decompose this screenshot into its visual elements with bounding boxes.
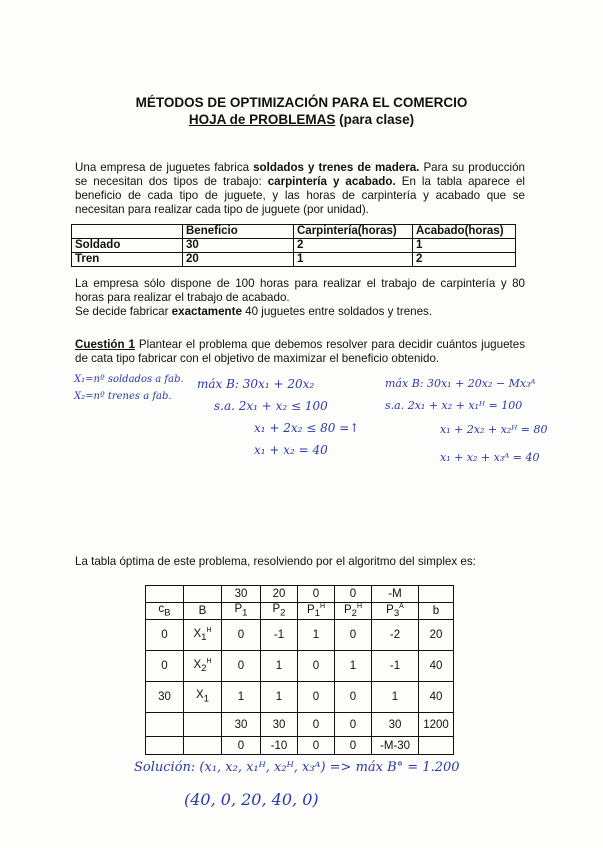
table-cell: 1 xyxy=(372,682,419,713)
table-cell: 2 xyxy=(294,239,413,253)
zj-row xyxy=(146,713,454,737)
table-cell: 0 xyxy=(222,651,261,682)
table-cell: 1 xyxy=(413,239,516,253)
intro-bold-1: soldados y trenes de madera. xyxy=(253,161,420,174)
col-header-letter: P xyxy=(386,603,394,616)
title-line-1: MÉTODOS DE OPTIMIZACIÓN PARA EL COMERCIO xyxy=(135,95,468,110)
hw-var-1: X₁=nº soldados a fab. xyxy=(74,374,184,385)
table-cell: 0 xyxy=(146,620,184,651)
col-header-sub: 1 xyxy=(314,608,320,620)
simplex-intro: La tabla óptima de este problema, resolviendo por el algoritmo del simplex es: xyxy=(75,555,476,568)
table-cell: 0 xyxy=(298,713,335,737)
hw-std-c2: x₁ + 2x₂ + x₂ᴴ = 80 xyxy=(440,423,548,436)
table-cell: 0 xyxy=(335,737,372,755)
table-header-cell: Beneficio xyxy=(183,225,294,239)
hw-var-2: X₂=nº trenes a fab. xyxy=(74,391,172,402)
table-cell xyxy=(419,586,454,603)
table-cell: 1 xyxy=(222,682,261,713)
table-cell xyxy=(184,682,222,713)
exact-text-2: 40 juguetes entre soldados y trenes. xyxy=(241,305,433,318)
table-header-cell: Carpintería(horas) xyxy=(294,225,413,239)
table-cell: 30 xyxy=(183,239,294,253)
table-cell: 30 xyxy=(222,586,261,603)
exact-text-1: Se decide fabricar xyxy=(75,305,172,318)
col-header-letter: P xyxy=(234,603,243,616)
exact-paragraph xyxy=(75,305,525,319)
header-row xyxy=(146,603,454,620)
col-header xyxy=(335,603,372,620)
table-header-cell xyxy=(72,225,183,239)
table-cell: 0 xyxy=(222,737,261,755)
table-cell: 30 xyxy=(261,713,298,737)
question-paragraph xyxy=(75,338,525,366)
table-cell: 2 xyxy=(413,253,516,267)
base-var-sub: 1 xyxy=(201,632,207,644)
table-cell: Soldado xyxy=(72,239,183,253)
table-header-row xyxy=(72,225,516,239)
hw-model-obj: máx B: 30x₁ + 20x₂ xyxy=(197,377,315,391)
table-cell: Tren xyxy=(72,253,183,267)
base-var-sup: H xyxy=(206,658,212,666)
table-cell: 0 xyxy=(298,682,335,713)
cj-row xyxy=(146,586,454,603)
table-row xyxy=(146,620,454,651)
col-header xyxy=(261,603,298,620)
col-header-letter: P xyxy=(343,603,352,616)
table-cell: 0 xyxy=(298,737,335,755)
hw-model-c2: x₁ + 2x₂ ≤ 80 =↑ xyxy=(254,421,360,435)
col-header-letter: P xyxy=(272,603,281,616)
table-cell: 1 xyxy=(335,651,372,682)
table-row xyxy=(146,682,454,713)
hw-model-c3: x₁ + x₂ = 40 xyxy=(254,443,328,457)
simplex-table xyxy=(145,585,454,755)
base-var-sub: 2 xyxy=(201,663,207,675)
table-cell: 0 xyxy=(146,651,184,682)
intro-text-3: En la tabla aparece el beneficio de cada tipo de juguete, y las horas de carpintería y acabado que se necesitan para realizar cada tipo de juguete (por unidad). xyxy=(75,175,526,216)
hw-solution: Solución: (x₁, x₂, x₁ᴴ, x₂ᴴ, x₃ᴬ) => máx B° = 1.200 xyxy=(134,760,460,775)
col-header-sub: 1 xyxy=(242,607,248,619)
hw-std-c3: x₁ + x₂ + x₃ᴬ = 40 xyxy=(440,451,540,464)
table-cell xyxy=(146,713,184,737)
title-line-2 xyxy=(0,112,603,127)
hw-model-c1: s.a. 2x₁ + x₂ ≤ 100 xyxy=(214,399,328,413)
table-cell: 1 xyxy=(261,651,298,682)
col-header-sup: A xyxy=(399,603,404,610)
table-cell xyxy=(146,737,184,755)
table-row xyxy=(146,651,454,682)
hw-std-c1: s.a. 2x₁ + x₂ + x₁ᴴ = 100 xyxy=(385,399,523,412)
col-header-sub: 2 xyxy=(280,607,286,619)
table-header-cell: Acabado(horas) xyxy=(413,225,516,239)
title-underlined: HOJA de PROBLEMAS xyxy=(188,112,336,127)
table-cell xyxy=(419,737,454,755)
table-cell xyxy=(184,620,222,651)
col-header-sub: 3 xyxy=(393,608,400,620)
table-cell xyxy=(184,737,222,755)
rhs-header: b xyxy=(419,603,454,620)
table-cell: -1 xyxy=(261,620,298,651)
table-cell: 1 xyxy=(261,682,298,713)
table-cell: -M-30 xyxy=(372,737,419,755)
base-var: X xyxy=(196,689,204,702)
table-cell: 0 xyxy=(222,620,261,651)
table-cell: 0 xyxy=(335,586,372,603)
col-header xyxy=(372,603,419,620)
cb-header-sub: B xyxy=(164,607,171,619)
table-cell xyxy=(184,586,222,603)
intro-text-2: Para su producción se necesitan dos tipos de trabajo: xyxy=(75,161,525,188)
table-cell: 1200 xyxy=(419,713,454,737)
base-var-sub: 1 xyxy=(203,693,209,705)
table-cell: 20 xyxy=(419,620,454,651)
hw-solution-values: (40, 0, 20, 40, 0) xyxy=(184,790,319,809)
table-cell xyxy=(146,586,184,603)
table-cell: 30 xyxy=(146,682,184,713)
table-cell: 0 xyxy=(335,713,372,737)
col-header-letter: P xyxy=(306,603,315,616)
question-text: Plantear el problema que debemos resolver para decidir cuántos juguetes de cata tipo fabricar con el objetivo de maximizar el beneficio obtenido. xyxy=(75,338,525,365)
hw-std-obj: máx B: 30x₁ + 20x₂ − Mx₃ᴬ xyxy=(385,377,536,390)
exact-bold: exactamente xyxy=(171,305,242,318)
base-var: X xyxy=(193,658,202,671)
intro-bold-2: carpintería y acabado. xyxy=(267,175,396,188)
base-var: X xyxy=(193,627,202,640)
table-cell xyxy=(184,651,222,682)
cb-header-text: c xyxy=(158,603,165,616)
intro-paragraph xyxy=(75,161,525,217)
col-header-sup: H xyxy=(356,603,363,610)
data-table xyxy=(71,224,516,267)
col-header xyxy=(222,603,261,620)
col-header xyxy=(298,603,335,620)
table-cell: -1 xyxy=(372,651,419,682)
table-cell: 0 xyxy=(298,586,335,603)
diff-row xyxy=(146,737,454,755)
table-cell: 20 xyxy=(183,253,294,267)
col-header-sup: H xyxy=(319,603,326,610)
table-cell: 1 xyxy=(298,620,335,651)
table-cell: 1 xyxy=(294,253,413,267)
intro-text-1: Una empresa de juguetes fabrica xyxy=(75,161,254,174)
table-cell: -2 xyxy=(372,620,419,651)
title-suffix: (para clase) xyxy=(335,112,415,127)
table-cell: 0 xyxy=(335,682,372,713)
table-cell: 30 xyxy=(372,713,419,737)
table-cell: -10 xyxy=(261,737,298,755)
base-var-sup: H xyxy=(206,627,212,635)
table-cell: 30 xyxy=(222,713,261,737)
table-row xyxy=(72,253,516,267)
table-cell: 0 xyxy=(335,620,372,651)
col-header-sub: 2 xyxy=(351,608,357,620)
table-cell: -M xyxy=(372,586,419,603)
table-cell xyxy=(184,713,222,737)
table-cell: 20 xyxy=(261,586,298,603)
table-cell: 0 xyxy=(298,651,335,682)
hours-paragraph: La empresa sólo dispone de 100 horas para realizar el trabajo de carpintería y 80 horas para realizar el trabajo de acabado. xyxy=(75,277,525,304)
table-row xyxy=(72,239,516,253)
cb-header xyxy=(146,603,184,620)
question-label: Cuestión 1 xyxy=(75,338,135,351)
base-header: B xyxy=(184,603,222,620)
table-cell: 40 xyxy=(419,651,454,682)
table-cell: 40 xyxy=(419,682,454,713)
